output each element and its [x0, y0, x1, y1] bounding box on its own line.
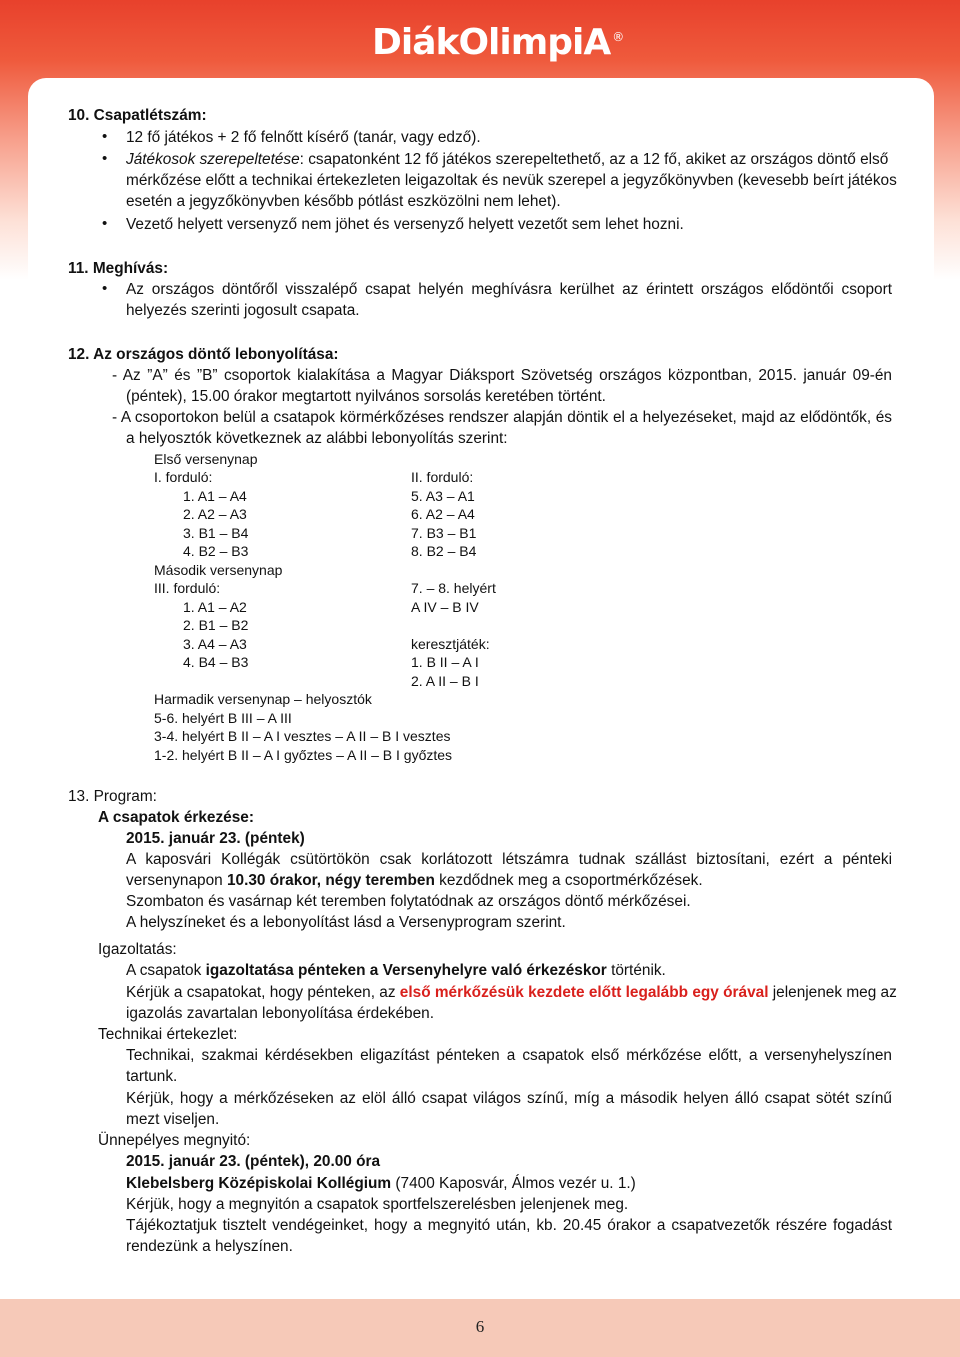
text: jelenjenek meg az: [768, 984, 897, 1001]
logo-mark: ®: [612, 30, 624, 44]
schedule-game: 1. A1 – A4: [183, 488, 247, 504]
section-13-heading: 13. Program:: [68, 788, 157, 805]
technical-line-4: mezt viseljen.: [126, 1111, 220, 1128]
page-number: 6: [475, 1317, 485, 1336]
opening-place: [126, 1173, 636, 1194]
schedule-game: 3. A4 – A3: [183, 636, 247, 652]
schedule-game: 2. B1 – B2: [183, 617, 249, 633]
text: történik.: [606, 962, 666, 979]
italic-term: Játékosok szerepeltetése: [126, 151, 300, 168]
logo-text: DiákOlimpiA: [372, 22, 611, 63]
opening-line-5: rendezünk a helyszínen.: [126, 1238, 293, 1255]
s11-line-2: helyezés szerinti jogosult csapata.: [126, 302, 360, 319]
s10-b2-rest: : csapatonként 12 fő játékos szerepeltethető, az a 12 fő, akiket az országos döntő első: [299, 151, 889, 168]
text: kezdődnek meg a csoportmérkőzések.: [434, 872, 703, 889]
schedule-game: 7. B3 – B1: [411, 525, 477, 541]
opening-heading: Ünnepélyes megnyitó:: [98, 1132, 251, 1149]
bullet-icon: •: [102, 128, 108, 145]
s12-dash-2-line-2: a helyosztók következnek az alábbi lebonyolítás szerint:: [126, 430, 508, 447]
section-12-heading: 12. Az országos döntő lebonyolítása:: [68, 346, 339, 363]
arrival-line-4: A helyszíneket és a lebonyolítást lásd a Versenyprogram szerint.: [126, 914, 566, 931]
s10-bullet-2-line-2: mérkőzése előtt a technikai értekezleten leigazoltak és nevük szerepel a jegyzőkönyvben (kevesebb beírt játékos: [126, 172, 897, 189]
arrival-line-2: [126, 870, 703, 891]
schedule-game: 4. B4 – B3: [183, 654, 249, 670]
day-3-title: Harmadik versenynap – helyosztók: [154, 691, 372, 707]
schedule-game: 8. B2 – B4: [411, 543, 477, 559]
technical-line-3: Kérjük, hogy a mérkőzéseken az elöl álló csapat világos színű, míg a második helyen álló csapat sötét színű: [126, 1090, 892, 1107]
text: (7400 Kaposvár, Álmos vezér u. 1.): [391, 1175, 636, 1192]
schedule-game: 1. A1 – A2: [183, 599, 247, 615]
s10-bullet-2-line-3: esetén a jegyzőkönyvben később pótlást eszközölni nem lehet).: [126, 193, 561, 210]
arrival-line-3: Szombaton és vasárnap két teremben folytatódnak az országos döntő mérkőzései.: [126, 893, 691, 910]
s11-line-1: Az országos döntőről visszalépő csapat helyén meghívásra kerülhet az érintett országos elődöntői csoport: [126, 281, 892, 298]
schedule-game: 4. B2 – B3: [183, 543, 249, 559]
technical-heading: Technikai értekezlet:: [98, 1026, 238, 1043]
registration-heading: Igazoltatás:: [98, 941, 177, 958]
s12-dash-2-line-1: - A csoportokon belül a csatapok körmérkőzéses rendszer alapján döntik el a helyezéseket, majd az elődöntők, és: [112, 409, 892, 426]
registration-line-2: [126, 982, 897, 1003]
technical-line-2: tartunk.: [126, 1068, 178, 1085]
bold-text: igazoltatása pénteken a Versenyhelyre való érkezéskor: [205, 962, 607, 979]
final-game: 1-2. helyért B II – A I győztes – A II – B I győztes: [154, 747, 453, 763]
bold-text: Klebelsberg Középiskolai Kollégium: [126, 1175, 392, 1192]
final-game: 5-6. helyért B III – A III: [154, 710, 292, 726]
text: Kérjük a csapatokat, hogy pénteken, az: [126, 984, 400, 1001]
registration-line-3: igazolás zavartalan lebonyolítása érdekében.: [126, 1005, 435, 1022]
highlight-text: első mérkőzésük kezdete előtt legalább egy órával: [399, 984, 769, 1001]
s10-bullet-2-line-1: [126, 149, 888, 170]
day-2-title: Második versenynap: [154, 562, 283, 578]
schedule-game: 2. A II – B I: [411, 673, 479, 689]
round-1-title: I. forduló:: [154, 469, 213, 485]
section-11-heading: 11. Meghívás:: [68, 260, 169, 277]
s10-bullet-3: Vezető helyett versenyző nem jöhet és versenyző helyett vezetőt sem lehet hozni.: [126, 216, 684, 233]
place-7-8-title: 7. – 8. helyért: [411, 580, 496, 596]
round-2-title: II. forduló:: [411, 469, 474, 485]
schedule-game: 5. A3 – A1: [411, 488, 475, 504]
round-3-title: III. forduló:: [154, 580, 221, 596]
bold-text: 10.30 órakor, négy teremben: [226, 872, 435, 889]
schedule-game: 6. A2 – A4: [411, 506, 475, 522]
text: versenynapon: [126, 872, 227, 889]
registration-line-1: [126, 960, 666, 981]
arrival-heading: A csapatok érkezése:: [98, 809, 254, 826]
day-1-title: Első versenynap: [154, 451, 258, 467]
technical-line-1: Technikai, szakmai kérdésekben eligazítást pénteken a csapatok első mérkőzése előtt, a versenyhelyszínen: [126, 1047, 892, 1064]
cross-game-title: keresztjáték:: [411, 636, 490, 652]
opening-line-4: Tájékoztatjuk tisztelt vendégeinket, hogy a megnyitó után, kb. 20.45 órakor a csapatvezetők részére fogadást: [126, 1217, 892, 1234]
opening-line-3: Kérjük, hogy a megnyitón a csapatok sportfelszerelésben jelenjenek meg.: [126, 1196, 629, 1213]
bullet-icon: •: [102, 150, 108, 167]
section-10-heading: 10. Csapatlétszám:: [68, 107, 207, 124]
text: A csapatok: [126, 962, 206, 979]
schedule-game: 1. B II – A I: [411, 654, 479, 670]
diakolimpia-logo: [372, 22, 623, 63]
s10-bullet-1: 12 fő játékos + 2 fő felnőtt kísérő (tanár, vagy edző).: [126, 129, 481, 146]
final-game: 3-4. helyért B II – A I vesztes – A II – B I vesztes: [154, 728, 451, 744]
s12-dash-1-line-2: (péntek), 15.00 órakor megtartott nyilvános sorsolás keretében történt.: [126, 388, 606, 405]
arrival-date: 2015. január 23. (péntek): [126, 830, 305, 847]
schedule-game: 3. B1 – B4: [183, 525, 249, 541]
schedule-game: A IV – B IV: [411, 599, 479, 615]
bullet-icon: •: [102, 280, 108, 297]
bullet-icon: •: [102, 215, 108, 232]
arrival-line-1: A kaposvári Kollégák csütörtökön csak korlátozott létszámra tudnak szállást biztosítani, ezért a pénteki: [126, 851, 892, 868]
schedule-game: 2. A2 – A3: [183, 506, 247, 522]
s12-dash-1-line-1: - Az ”A” és ”B” csoportok kialakítása a Magyar Diáksport Szövetség országos központban, 2015. január 09-én: [112, 367, 892, 384]
opening-date: 2015. január 23. (péntek), 20.00 óra: [126, 1153, 381, 1170]
